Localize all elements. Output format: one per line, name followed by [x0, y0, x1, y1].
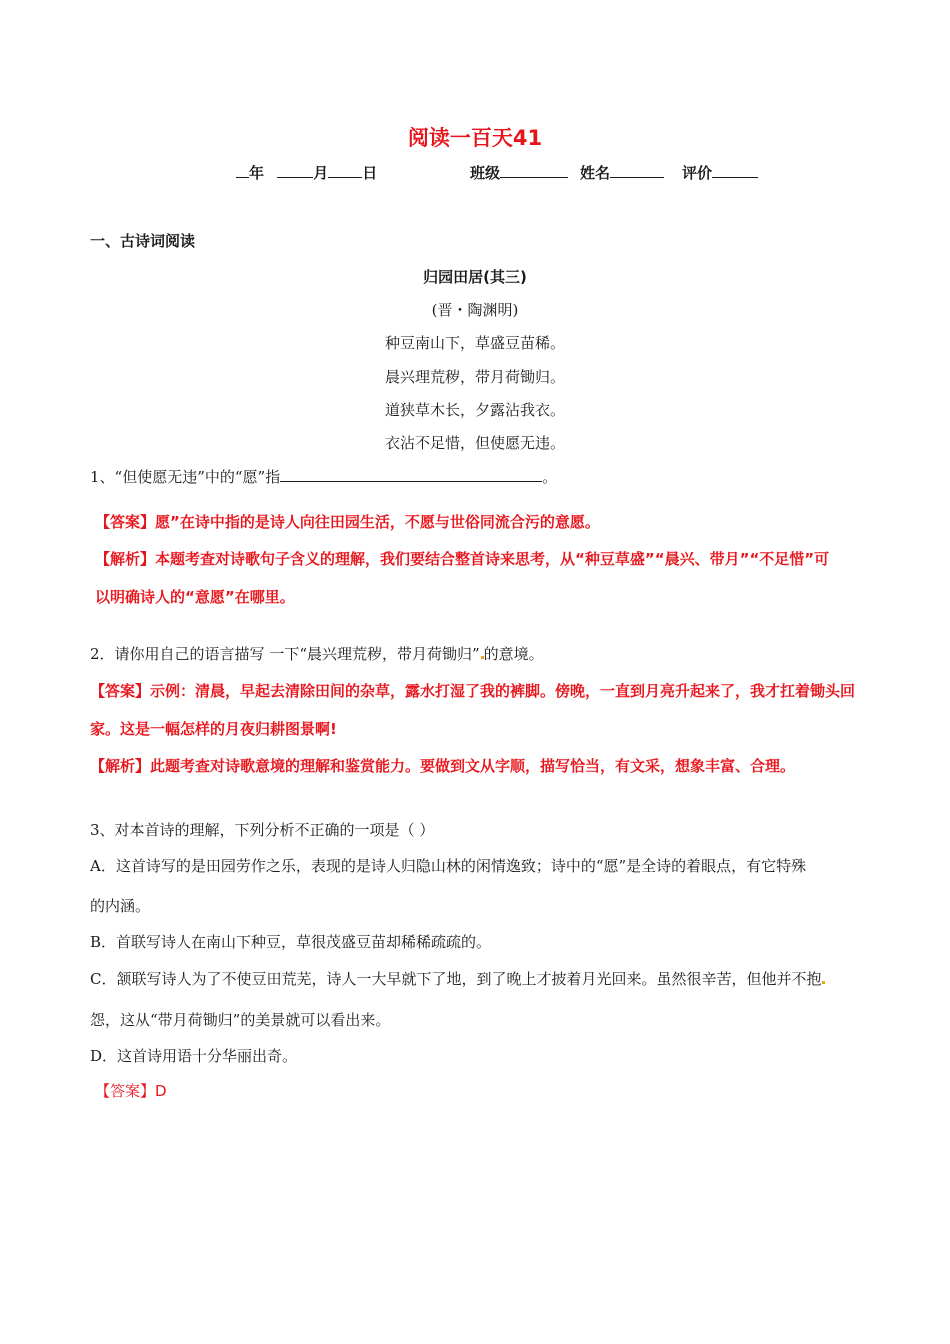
- eval-label: 评价: [682, 164, 713, 182]
- q2-answer-cont: 家。这是一幅怎样的月夜归耕图景啊!: [90, 720, 337, 738]
- class-blank: [500, 163, 568, 178]
- answer-value: D: [155, 1082, 167, 1100]
- name-blank: [610, 163, 664, 178]
- option-b: B．首联写诗人在南山下种豆，草很茂盛豆苗却稀稀疏疏的。: [90, 933, 492, 951]
- poem-title: 归园田居(其三): [423, 268, 527, 286]
- year-label: 年: [249, 164, 265, 182]
- q2-answer: 【答案】示例：清晨，早起去清除田间的杂草，露水打湿了我的裤脚。傍晚，一直到月亮升起来了，我才扛着锄头回: [90, 682, 856, 700]
- q1-analysis: 【解析】本题考查对诗歌句子含义的理解，我们要结合整首诗来思考，从“种豆草盛”“晨兴、带月”“不足惜”可: [95, 550, 830, 568]
- name-label: 姓名: [580, 164, 611, 182]
- class-label: 班级: [470, 164, 501, 182]
- dot-mark: [822, 981, 825, 984]
- month-blank: [277, 163, 313, 178]
- month-label: 月: [313, 164, 329, 182]
- question-1-prompt: 1、“但使愿无违”中的“愿”指: [90, 468, 281, 486]
- eval-blank: [712, 163, 758, 178]
- name-field: [580, 162, 664, 183]
- question-3: 3、对本首诗的理解，下列分析不正确的一项是（ ）: [90, 821, 435, 839]
- day-blank: [328, 163, 362, 178]
- poem-line: 种豆南山下，草盛豆苗稀。: [384, 334, 565, 352]
- q2-analysis: 【解析】此题考查对诗歌意境的理解和鉴赏能力。要做到文从字顺，描写恰当，有文采，想象丰富、合理。: [90, 757, 796, 775]
- question-1: [90, 466, 557, 487]
- question-2-prompt-end: 的意境。: [483, 645, 544, 663]
- page-title: 阅读一百天41: [407, 126, 543, 150]
- option-a-cont: 的内涵。: [90, 897, 151, 915]
- date-line: [236, 162, 377, 183]
- poem-author: (晋・陶渊明): [431, 301, 519, 319]
- year-blank: [236, 163, 249, 178]
- answer-blank: [280, 467, 542, 482]
- section-heading: 一、古诗词阅读: [90, 232, 196, 250]
- q1-analysis-cont: 以明确诗人的“意愿”在哪里。: [95, 588, 295, 606]
- q1-answer: 【答案】愿”在诗中指的是诗人向往田园生活，不愿与世俗同流合污的意愿。: [95, 513, 600, 531]
- day-label: 日: [362, 164, 378, 182]
- poem-line: 道狭草木长，夕露沾我衣。: [384, 401, 565, 419]
- option-c-cont: 怨，这从“带月荷锄归”的美景就可以看出来。: [90, 1011, 391, 1029]
- eval-field: [682, 162, 758, 183]
- poem-line: 衣沾不足惜，但使愿无违。: [384, 434, 565, 452]
- question-2-prompt: 2．请你用自己的语言描写 一下“晨兴理荒秽，带月荷锄归”: [90, 645, 480, 663]
- poem-line: 晨兴理荒秽，带月荷锄归。: [384, 368, 565, 386]
- question-1-end: 。: [542, 468, 558, 486]
- answer-label: 【答案】: [95, 1082, 156, 1100]
- q3-answer: [95, 1080, 167, 1101]
- option-c: [90, 968, 825, 989]
- option-a: A．这首诗写的是田园劳作之乐，表现的是诗人归隐山林的闲情逸致；诗中的“愿”是全诗的着眼点，有它特殊: [90, 857, 807, 875]
- question-2: [90, 643, 544, 664]
- option-c-text: C．颔联写诗人为了不使豆田荒芜，诗人一大早就下了地，到了晚上才披着月光回来。虽然很辛苦，但他并不抱: [90, 970, 822, 988]
- class-field: [470, 162, 568, 183]
- option-d: D．这首诗用语十分华丽出奇。: [90, 1047, 298, 1065]
